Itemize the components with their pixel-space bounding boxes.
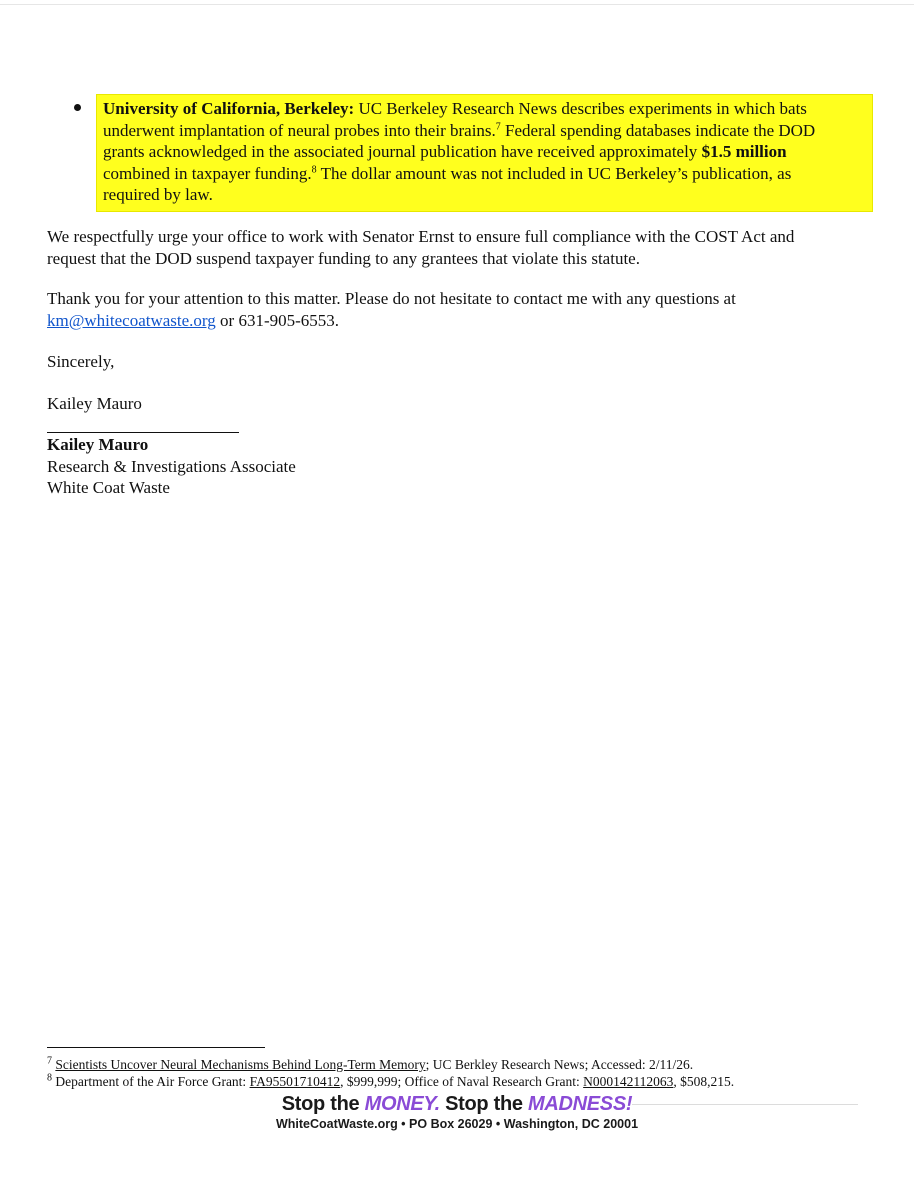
bullet-dot: [74, 104, 81, 111]
footnote-7-link[interactable]: Scientists Uncover Neural Mechanisms Behind Long-Term Memory: [55, 1057, 426, 1072]
closing: Sincerely,: [47, 352, 115, 371]
footnote-ref-8[interactable]: 8: [311, 163, 317, 175]
footnotes: [47, 1056, 734, 1090]
footnote-separator: [47, 1047, 265, 1048]
footnote-8: $^8$ Department of the Air Force Grant: FA95501710412, $999,999; Office of Naval Research Grant: N000142112063, $508,215.: [47, 1072, 735, 1089]
signer-title: Research & Investigations Associate: [47, 456, 296, 476]
email-link[interactable]: km@whitecoatwaste.org: [47, 310, 216, 330]
grant-link-naval[interactable]: N000142112063: [583, 1074, 674, 1089]
signer-name: Kailey Mauro: [47, 435, 149, 454]
highlighted-paragraph: University of California, Berkeley: UC Berkeley Research News describes experiments in which bats underwent implantation of neural probes into their brains.$^7$ Federal spending databases indicate the DOD grants acknowledged in the associated journal publication have received approximately $1.5 million combined in taxpayer funding.$^8$ The dollar amount was not included in UC Berkeley’s publication, as required by law.: [96, 94, 873, 212]
grant-link-air-force[interactable]: FA95501710412: [249, 1074, 341, 1089]
footnote-7: $^7$ Scientists Uncover Neural Mechanisms Behind Long-Term Memory; UC Berkley Research News; Accessed: 2/11/26.: [47, 1055, 694, 1072]
contact-paragraph: Thank you for your attention to this matter. Please do not hesitate to contact me with any questions at km@whitecoatwaste.org or 631-905-6553.: [47, 289, 736, 330]
signature-line: [47, 432, 239, 433]
request-paragraph: We respectfully urge your office to work with Senator Ernst to ensure full compliance with the COST Act and request that the DOD suspend taxpayer funding to any grantees that violate this statute.: [47, 227, 795, 268]
footnote-ref-7[interactable]: 7: [495, 120, 501, 132]
footer: [0, 1092, 914, 1132]
signature: Kailey Mauro: [47, 394, 142, 413]
org-name: University of California, Berkeley:: [103, 99, 355, 118]
funding-amount: $1.5 million: [701, 142, 787, 161]
footer-slogan: Stop the MONEY. Stop the MADNESS!: [281, 1093, 633, 1115]
signer-block: [47, 434, 867, 499]
footer-address: WhiteCoatWaste.org • PO Box 26029 • Washington, DC 20001: [275, 1117, 639, 1131]
top-border: [0, 4, 914, 5]
signer-org: White Coat Waste: [47, 478, 170, 497]
